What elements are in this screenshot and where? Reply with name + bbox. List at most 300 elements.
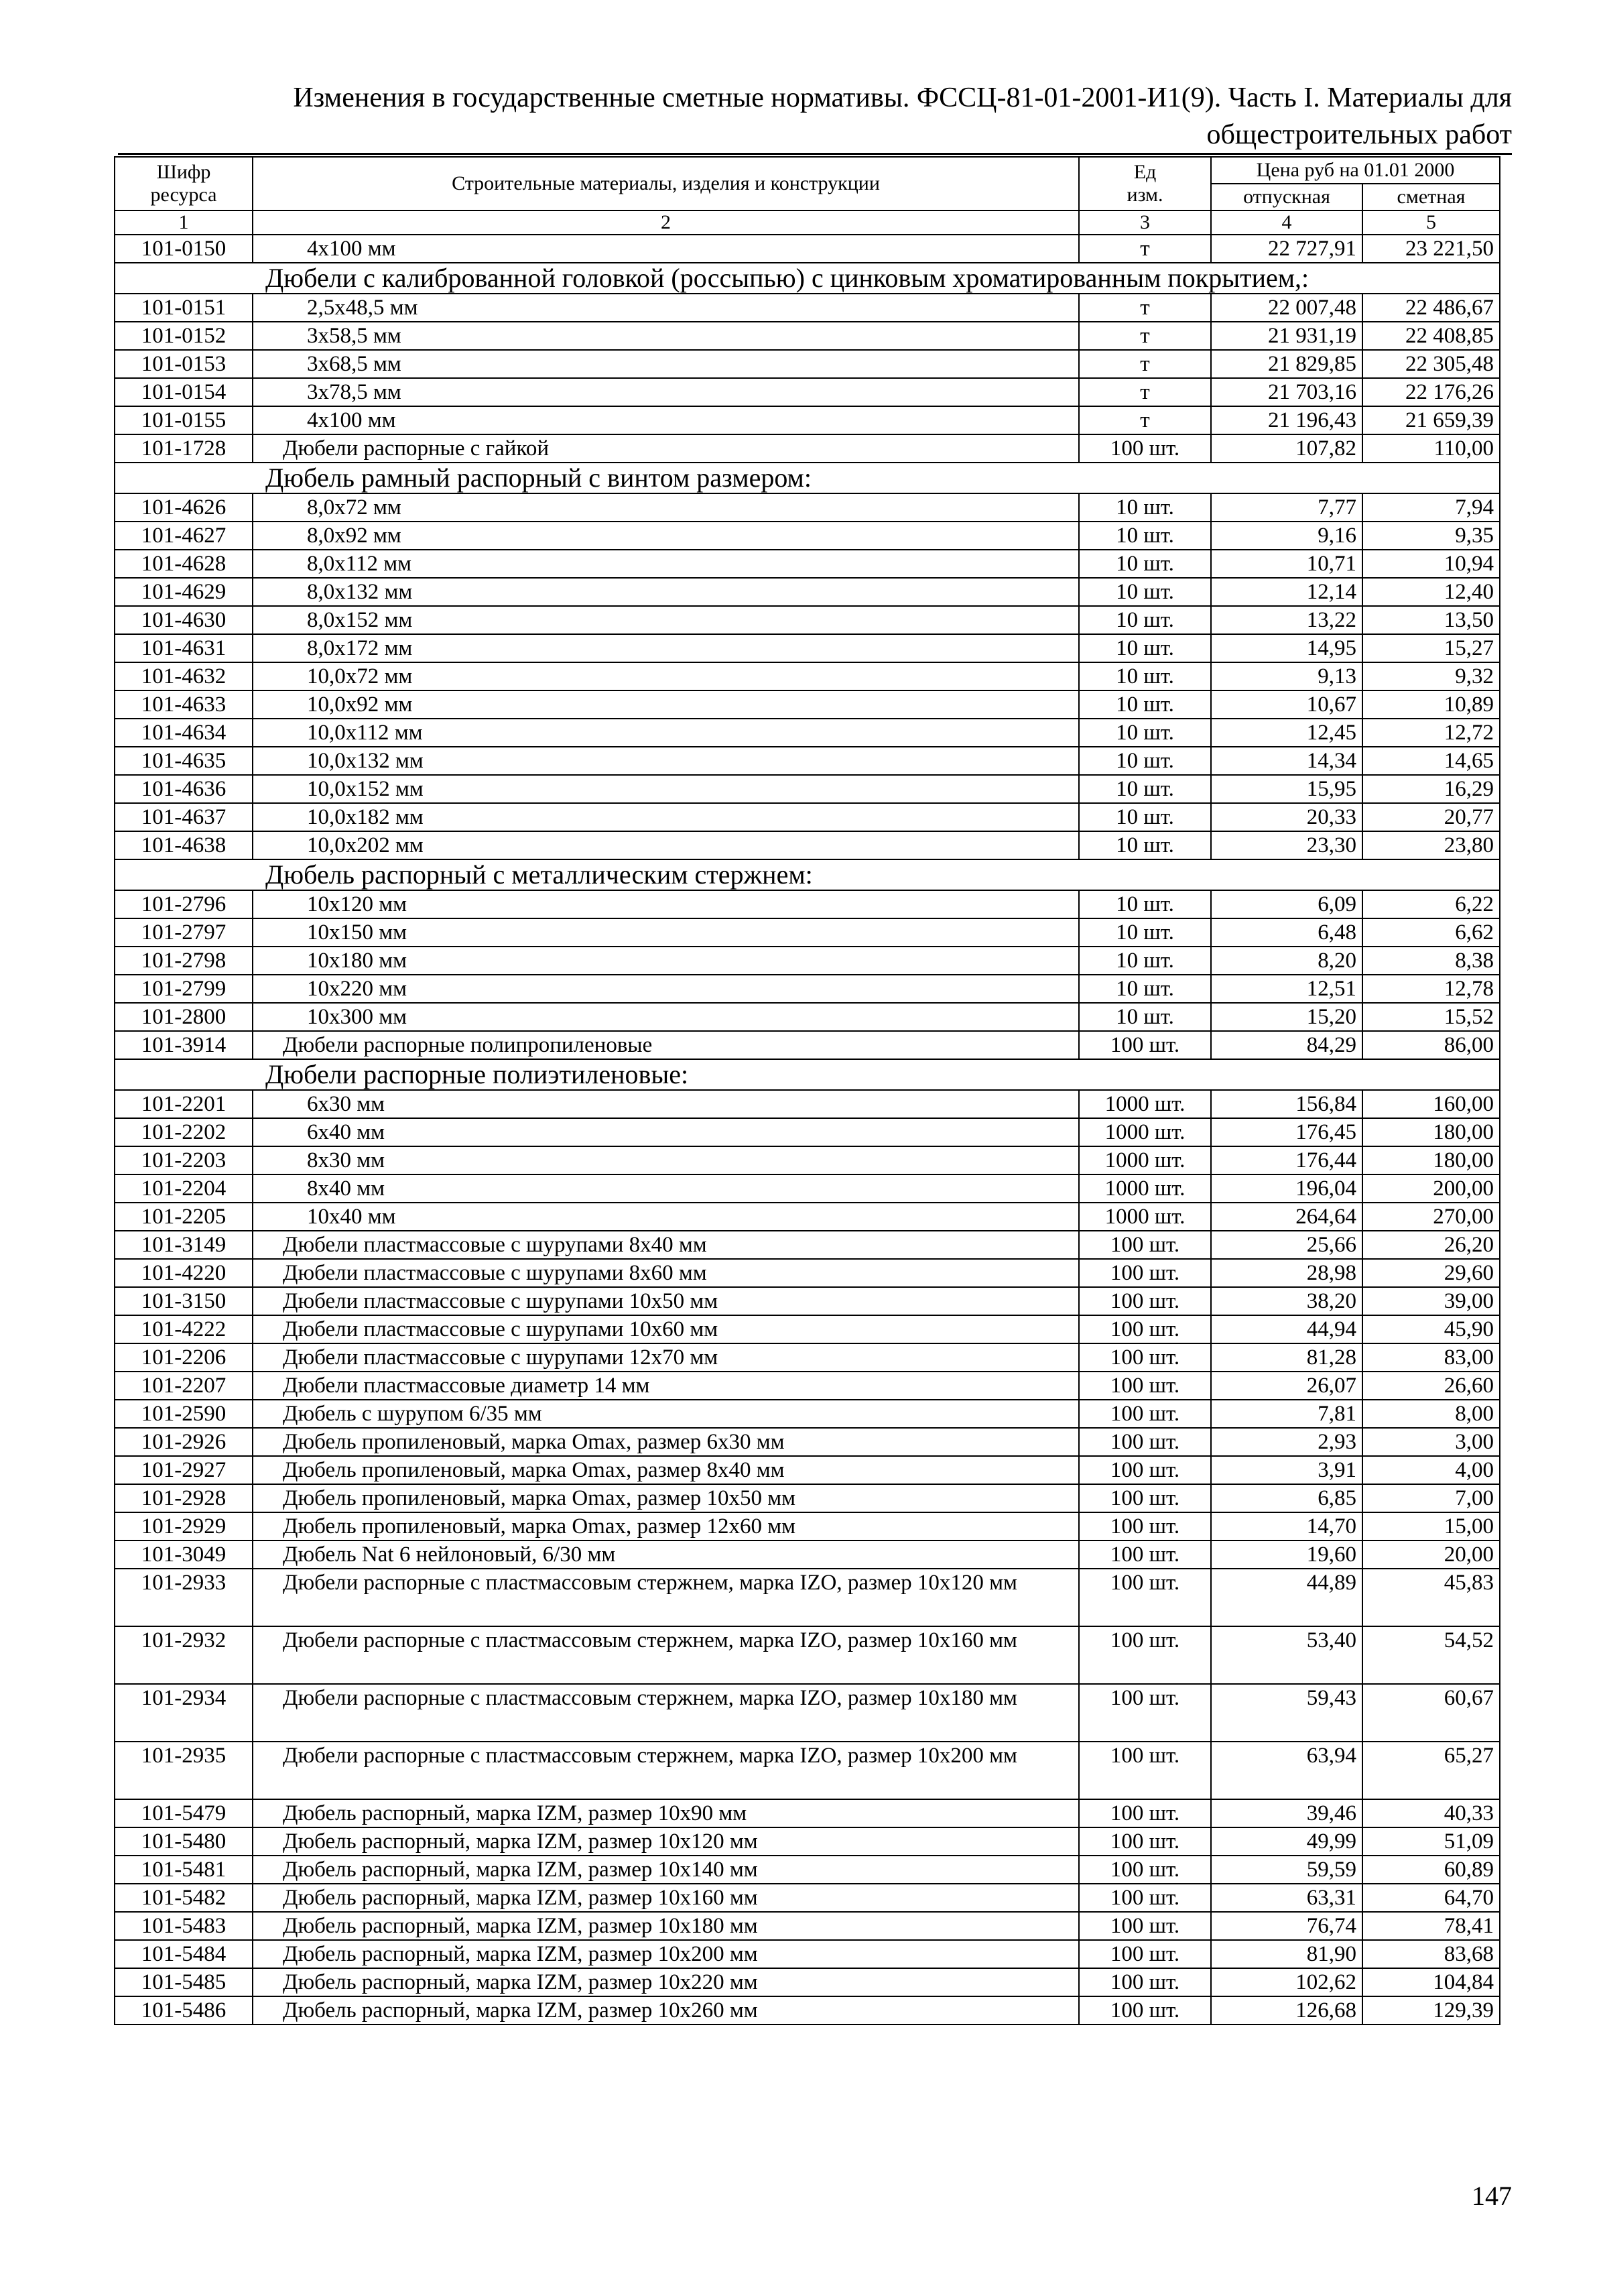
release-price-cell: 14,95	[1211, 634, 1362, 662]
table-row	[115, 1856, 1500, 1884]
material-name-cell: 10,0x132 мм	[253, 747, 1079, 775]
estimate-price-cell: 8,00	[1362, 1400, 1500, 1428]
unit-cell: 10 шт.	[1079, 690, 1211, 719]
material-name-cell: 8,0x152 мм	[253, 606, 1079, 634]
material-name-cell: Дюбели пластмассовые с шурупами 12x70 мм	[253, 1343, 1079, 1372]
resource-code-cell: 101-2799	[115, 975, 253, 1003]
release-price-cell: 13,22	[1211, 606, 1362, 634]
release-price-cell: 23,30	[1211, 831, 1362, 859]
resource-code-cell: 101-4636	[115, 775, 253, 803]
table-row	[115, 406, 1500, 434]
unit-cell: т	[1079, 322, 1211, 350]
table-row	[115, 1742, 1500, 1799]
resource-code-cell: 101-4630	[115, 606, 253, 634]
release-price-cell: 21 931,19	[1211, 322, 1362, 350]
estimate-price-cell: 10,89	[1362, 690, 1500, 719]
estimate-price-cell: 39,00	[1362, 1287, 1500, 1315]
table-row	[115, 1912, 1500, 1940]
release-price-cell: 6,09	[1211, 890, 1362, 918]
table-row	[115, 294, 1500, 322]
unit-cell: 100 шт.	[1079, 1540, 1211, 1569]
page-number: 147	[1472, 2181, 1512, 2211]
estimate-price-cell: 60,89	[1362, 1856, 1500, 1884]
material-name-cell: 10x180 мм	[253, 947, 1079, 975]
resource-code-cell: 101-0153	[115, 350, 253, 378]
material-name-cell: Дюбели распорные с пластмассовым стержнем, марка IZO, размер 10x120 мм	[253, 1569, 1079, 1626]
resource-code-cell: 101-2201	[115, 1090, 253, 1118]
estimate-price-cell: 40,33	[1362, 1799, 1500, 1827]
table-row	[115, 719, 1500, 747]
estimate-price-cell: 14,65	[1362, 747, 1500, 775]
material-name-cell: 3x78,5 мм	[253, 378, 1079, 406]
release-price-cell: 44,94	[1211, 1315, 1362, 1343]
estimate-price-cell: 15,52	[1362, 1003, 1500, 1031]
unit-cell: 10 шт.	[1079, 606, 1211, 634]
col-header-code	[115, 157, 253, 210]
material-name-cell: 10x150 мм	[253, 918, 1079, 947]
table-row	[115, 1174, 1500, 1203]
estimate-price-cell: 10,94	[1362, 550, 1500, 578]
estimate-price-cell: 23 221,50	[1362, 235, 1500, 263]
estimate-price-cell: 22 486,67	[1362, 294, 1500, 322]
resource-code-cell: 101-2204	[115, 1174, 253, 1203]
table-row	[115, 322, 1500, 350]
release-price-cell: 28,98	[1211, 1259, 1362, 1287]
unit-cell: 100 шт.	[1079, 1031, 1211, 1059]
release-price-cell: 9,16	[1211, 522, 1362, 550]
estimate-price-cell: 20,00	[1362, 1540, 1500, 1569]
unit-cell: 100 шт.	[1079, 1456, 1211, 1484]
material-name-cell: Дюбель распорный, марка IZM, размер 10x140 мм	[253, 1856, 1079, 1884]
material-name-cell: Дюбели пластмассовые диаметр 14 мм	[253, 1372, 1079, 1400]
group-title: Дюбель распорный с металлическим стержнем:	[115, 859, 1500, 890]
unit-cell: 100 шт.	[1079, 1827, 1211, 1856]
material-name-cell: 2,5x48,5 мм	[253, 294, 1079, 322]
release-price-cell: 7,77	[1211, 493, 1362, 522]
unit-cell: 100 шт.	[1079, 1400, 1211, 1428]
table-row	[115, 1090, 1500, 1118]
release-price-cell: 176,45	[1211, 1118, 1362, 1146]
resource-code-cell: 101-5483	[115, 1912, 253, 1940]
col-number-1: 1	[115, 210, 253, 235]
release-price-cell: 12,14	[1211, 578, 1362, 606]
table-row	[115, 1512, 1500, 1540]
col-number-3: 3	[1079, 210, 1211, 235]
estimate-price-cell: 22 305,48	[1362, 350, 1500, 378]
release-price-cell: 53,40	[1211, 1626, 1362, 1684]
unit-cell: 100 шт.	[1079, 1742, 1211, 1799]
release-price-cell: 176,44	[1211, 1146, 1362, 1174]
table-row	[115, 434, 1500, 463]
resource-code-cell: 101-4628	[115, 550, 253, 578]
table-row	[115, 1203, 1500, 1231]
estimate-price-cell: 29,60	[1362, 1259, 1500, 1287]
estimate-price-cell: 160,00	[1362, 1090, 1500, 1118]
material-name-cell: Дюбели пластмассовые с шурупами 8x40 мм	[253, 1231, 1079, 1259]
material-name-cell: 3x68,5 мм	[253, 350, 1079, 378]
resource-code-cell: 101-3049	[115, 1540, 253, 1569]
table-row	[115, 550, 1500, 578]
release-price-cell: 3,91	[1211, 1456, 1362, 1484]
resource-code-cell: 101-4638	[115, 831, 253, 859]
release-price-cell: 44,89	[1211, 1569, 1362, 1626]
estimate-price-cell: 51,09	[1362, 1827, 1500, 1856]
table-row	[115, 378, 1500, 406]
estimate-price-cell: 83,00	[1362, 1343, 1500, 1372]
release-price-cell: 12,45	[1211, 719, 1362, 747]
material-name-cell: 10x40 мм	[253, 1203, 1079, 1231]
table-row	[115, 662, 1500, 690]
estimate-price-cell: 15,27	[1362, 634, 1500, 662]
unit-cell: 1000 шт.	[1079, 1146, 1211, 1174]
material-name-cell: Дюбель распорный, марка IZM, размер 10x220 мм	[253, 1968, 1079, 1996]
col-header-code-line-1: Шифр	[156, 161, 211, 183]
table-body	[115, 235, 1500, 2025]
resource-code-cell: 101-3149	[115, 1231, 253, 1259]
col-number-5: 5	[1362, 210, 1500, 235]
unit-cell: 100 шт.	[1079, 1968, 1211, 1996]
estimate-price-cell: 16,29	[1362, 775, 1500, 803]
release-price-cell: 59,43	[1211, 1684, 1362, 1742]
table-row	[115, 1372, 1500, 1400]
resource-code-cell: 101-4629	[115, 578, 253, 606]
resource-code-cell: 101-0150	[115, 235, 253, 263]
estimate-price-cell: 9,35	[1362, 522, 1500, 550]
material-name-cell: Дюбели распорные с гайкой	[253, 434, 1079, 463]
unit-cell: 100 шт.	[1079, 1287, 1211, 1315]
table-row	[115, 1287, 1500, 1315]
material-name-cell: 10x220 мм	[253, 975, 1079, 1003]
material-name-cell: 8x40 мм	[253, 1174, 1079, 1203]
estimate-price-cell: 13,50	[1362, 606, 1500, 634]
estimate-price-cell: 15,00	[1362, 1512, 1500, 1540]
material-name-cell: 10x300 мм	[253, 1003, 1079, 1031]
estimate-price-cell: 26,60	[1362, 1372, 1500, 1400]
group-header-row	[115, 263, 1500, 294]
resource-code-cell: 101-5481	[115, 1856, 253, 1884]
material-name-cell: 10,0x152 мм	[253, 775, 1079, 803]
release-price-cell: 15,20	[1211, 1003, 1362, 1031]
material-name-cell: Дюбели распорные полипропиленовые	[253, 1031, 1079, 1059]
table-row	[115, 1400, 1500, 1428]
table-row	[115, 831, 1500, 859]
material-name-cell: Дюбель распорный, марка IZM, размер 10x200 мм	[253, 1940, 1079, 1968]
material-name-cell: 10,0x182 мм	[253, 803, 1079, 831]
material-name-cell: Дюбели распорные с пластмассовым стержнем, марка IZO, размер 10x200 мм	[253, 1742, 1079, 1799]
table-row	[115, 1684, 1500, 1742]
estimate-price-cell: 4,00	[1362, 1456, 1500, 1484]
unit-cell: 100 шт.	[1079, 1259, 1211, 1287]
estimate-price-cell: 65,27	[1362, 1742, 1500, 1799]
resource-code-cell: 101-4222	[115, 1315, 253, 1343]
col-header-code-line-2: ресурса	[150, 184, 217, 206]
unit-cell: 100 шт.	[1079, 1512, 1211, 1540]
estimate-price-cell: 12,40	[1362, 578, 1500, 606]
release-price-cell: 19,60	[1211, 1540, 1362, 1569]
col-number-4: 4	[1211, 210, 1362, 235]
table-row	[115, 690, 1500, 719]
estimate-price-cell: 270,00	[1362, 1203, 1500, 1231]
unit-cell: 1000 шт.	[1079, 1203, 1211, 1231]
col-header-release: отпускная	[1211, 184, 1362, 210]
col-header-price: Цена руб на 01.01 2000	[1211, 157, 1500, 184]
unit-cell: 10 шт.	[1079, 522, 1211, 550]
material-name-cell: 4x100 мм	[253, 406, 1079, 434]
estimate-price-cell: 7,94	[1362, 493, 1500, 522]
material-name-cell: 8,0x112 мм	[253, 550, 1079, 578]
table-row	[115, 890, 1500, 918]
material-name-cell: Дюбели пластмассовые с шурупами 10x60 мм	[253, 1315, 1079, 1343]
estimate-price-cell: 20,77	[1362, 803, 1500, 831]
resource-code-cell: 101-2796	[115, 890, 253, 918]
resource-code-cell: 101-2929	[115, 1512, 253, 1540]
unit-cell: 10 шт.	[1079, 578, 1211, 606]
material-name-cell: Дюбель распорный, марка IZM, размер 10x180 мм	[253, 1912, 1079, 1940]
release-price-cell: 26,07	[1211, 1372, 1362, 1400]
resource-code-cell: 101-2798	[115, 947, 253, 975]
estimate-price-cell: 83,68	[1362, 1940, 1500, 1968]
estimate-price-cell: 6,22	[1362, 890, 1500, 918]
resource-code-cell: 101-4635	[115, 747, 253, 775]
table-row	[115, 1940, 1500, 1968]
estimate-price-cell: 86,00	[1362, 1031, 1500, 1059]
col-header-unit-line-1: Ед	[1133, 161, 1157, 183]
table-row	[115, 1799, 1500, 1827]
resource-code-cell: 101-5480	[115, 1827, 253, 1856]
resource-code-cell: 101-5482	[115, 1884, 253, 1912]
table-row	[115, 1884, 1500, 1912]
col-header-unit	[1079, 157, 1211, 210]
material-name-cell: Дюбель Nat 6 нейлоновый, 6/30 мм	[253, 1540, 1079, 1569]
table-row	[115, 747, 1500, 775]
resource-code-cell: 101-2926	[115, 1428, 253, 1456]
table-row	[115, 1259, 1500, 1287]
table-row	[115, 1456, 1500, 1484]
resource-code-cell: 101-3150	[115, 1287, 253, 1315]
release-price-cell: 39,46	[1211, 1799, 1362, 1827]
table-row	[115, 1540, 1500, 1569]
estimate-price-cell: 45,83	[1362, 1569, 1500, 1626]
estimate-price-cell: 21 659,39	[1362, 406, 1500, 434]
resource-code-cell: 101-5479	[115, 1799, 253, 1827]
unit-cell: 1000 шт.	[1079, 1118, 1211, 1146]
estimate-price-cell: 8,38	[1362, 947, 1500, 975]
release-price-cell: 63,94	[1211, 1742, 1362, 1799]
table-row	[115, 350, 1500, 378]
unit-cell: т	[1079, 406, 1211, 434]
material-name-cell: Дюбели распорные с пластмассовым стержнем, марка IZO, размер 10x160 мм	[253, 1626, 1079, 1684]
resource-code-cell: 101-5485	[115, 1968, 253, 1996]
unit-cell: т	[1079, 294, 1211, 322]
table-row	[115, 634, 1500, 662]
unit-cell: 1000 шт.	[1079, 1090, 1211, 1118]
unit-cell: 100 шт.	[1079, 1996, 1211, 2025]
estimate-price-cell: 200,00	[1362, 1174, 1500, 1203]
material-name-cell: Дюбель пропиленовый, марка Omax, размер 10x50 мм	[253, 1484, 1079, 1512]
unit-cell: 10 шт.	[1079, 550, 1211, 578]
resource-code-cell: 101-4634	[115, 719, 253, 747]
material-name-cell: Дюбели пластмассовые с шурупами 10x50 мм	[253, 1287, 1079, 1315]
release-price-cell: 6,48	[1211, 918, 1362, 947]
material-name-cell: 6x30 мм	[253, 1090, 1079, 1118]
resource-code-cell: 101-5484	[115, 1940, 253, 1968]
col-header-unit-line-2: изм.	[1127, 184, 1163, 206]
release-price-cell: 7,81	[1211, 1400, 1362, 1428]
unit-cell: 10 шт.	[1079, 890, 1211, 918]
estimate-price-cell: 7,00	[1362, 1484, 1500, 1512]
release-price-cell: 6,85	[1211, 1484, 1362, 1512]
resource-code-cell: 101-4637	[115, 803, 253, 831]
resource-code-cell: 101-2202	[115, 1118, 253, 1146]
material-name-cell: 8,0x132 мм	[253, 578, 1079, 606]
unit-cell: 100 шт.	[1079, 1428, 1211, 1456]
unit-cell: т	[1079, 378, 1211, 406]
release-price-cell: 107,82	[1211, 434, 1362, 463]
table-row	[115, 775, 1500, 803]
group-header-row	[115, 463, 1500, 493]
material-name-cell: Дюбель распорный, марка IZM, размер 10x120 мм	[253, 1827, 1079, 1856]
estimate-price-cell: 64,70	[1362, 1884, 1500, 1912]
unit-cell: 10 шт.	[1079, 803, 1211, 831]
table-row	[115, 578, 1500, 606]
release-price-cell: 10,71	[1211, 550, 1362, 578]
price-table	[114, 156, 1500, 2025]
unit-cell: 10 шт.	[1079, 975, 1211, 1003]
resource-code-cell: 101-2590	[115, 1400, 253, 1428]
group-title: Дюбели распорные полиэтиленовые:	[115, 1059, 1500, 1090]
resource-code-cell: 101-2206	[115, 1343, 253, 1372]
estimate-price-cell: 9,32	[1362, 662, 1500, 690]
release-price-cell: 22 727,91	[1211, 235, 1362, 263]
resource-code-cell: 101-2927	[115, 1456, 253, 1484]
table-row	[115, 1968, 1500, 1996]
material-name-cell: 4x100 мм	[253, 235, 1079, 263]
resource-code-cell: 101-4633	[115, 690, 253, 719]
release-price-cell: 264,64	[1211, 1203, 1362, 1231]
unit-cell: 10 шт.	[1079, 918, 1211, 947]
resource-code-cell: 101-5486	[115, 1996, 253, 2025]
group-header-row	[115, 859, 1500, 890]
unit-cell: 10 шт.	[1079, 662, 1211, 690]
unit-cell: 100 шт.	[1079, 1484, 1211, 1512]
unit-cell: 100 шт.	[1079, 434, 1211, 463]
unit-cell: 100 шт.	[1079, 1315, 1211, 1343]
table-row	[115, 606, 1500, 634]
estimate-price-cell: 110,00	[1362, 434, 1500, 463]
release-price-cell: 126,68	[1211, 1996, 1362, 2025]
unit-cell: 10 шт.	[1079, 1003, 1211, 1031]
table-row	[115, 235, 1500, 263]
material-name-cell: Дюбель пропиленовый, марка Omax, размер 12x60 мм	[253, 1512, 1079, 1540]
material-name-cell: 10x120 мм	[253, 890, 1079, 918]
estimate-price-cell: 104,84	[1362, 1968, 1500, 1996]
col-number-2: 2	[253, 210, 1079, 235]
material-name-cell: 6x40 мм	[253, 1118, 1079, 1146]
material-name-cell: 8x30 мм	[253, 1146, 1079, 1174]
resource-code-cell: 101-0154	[115, 378, 253, 406]
resource-code-cell: 101-2934	[115, 1684, 253, 1742]
table-row	[115, 1315, 1500, 1343]
table-row	[115, 1827, 1500, 1856]
estimate-price-cell: 12,78	[1362, 975, 1500, 1003]
table-row	[115, 1484, 1500, 1512]
material-name-cell: 10,0x72 мм	[253, 662, 1079, 690]
unit-cell: 10 шт.	[1079, 831, 1211, 859]
resource-code-cell: 101-2935	[115, 1742, 253, 1799]
unit-cell: 10 шт.	[1079, 947, 1211, 975]
material-name-cell: 3x58,5 мм	[253, 322, 1079, 350]
resource-code-cell: 101-2207	[115, 1372, 253, 1400]
estimate-price-cell: 45,90	[1362, 1315, 1500, 1343]
release-price-cell: 8,20	[1211, 947, 1362, 975]
unit-cell: 100 шт.	[1079, 1626, 1211, 1684]
resource-code-cell: 101-4220	[115, 1259, 253, 1287]
table-row	[115, 1146, 1500, 1174]
estimate-price-cell: 180,00	[1362, 1118, 1500, 1146]
table-row	[115, 803, 1500, 831]
table-row	[115, 1118, 1500, 1146]
table-row	[115, 918, 1500, 947]
unit-cell: 10 шт.	[1079, 634, 1211, 662]
resource-code-cell: 101-4631	[115, 634, 253, 662]
estimate-price-cell: 12,72	[1362, 719, 1500, 747]
unit-cell: т	[1079, 350, 1211, 378]
material-name-cell: Дюбели распорные с пластмассовым стержнем, марка IZO, размер 10x180 мм	[253, 1684, 1079, 1742]
resource-code-cell: 101-4627	[115, 522, 253, 550]
release-price-cell: 156,84	[1211, 1090, 1362, 1118]
release-price-cell: 15,95	[1211, 775, 1362, 803]
release-price-cell: 21 703,16	[1211, 378, 1362, 406]
unit-cell: 100 шт.	[1079, 1569, 1211, 1626]
unit-cell: 10 шт.	[1079, 719, 1211, 747]
table-row	[115, 975, 1500, 1003]
header-title-line-2: общестроительных работ	[118, 117, 1512, 155]
material-name-cell: Дюбель пропиленовый, марка Omax, размер 8x40 мм	[253, 1456, 1079, 1484]
estimate-price-cell: 22 408,85	[1362, 322, 1500, 350]
table-row	[115, 1031, 1500, 1059]
estimate-price-cell: 23,80	[1362, 831, 1500, 859]
resource-code-cell: 101-2205	[115, 1203, 253, 1231]
table-head	[115, 157, 1500, 235]
estimate-price-cell: 129,39	[1362, 1996, 1500, 2025]
group-header-row	[115, 1059, 1500, 1090]
group-title: Дюбели с калиброванной головкой (россыпью) с цинковым хроматированным покрытием,:	[115, 263, 1500, 294]
release-price-cell: 84,29	[1211, 1031, 1362, 1059]
release-price-cell: 9,13	[1211, 662, 1362, 690]
material-name-cell: 8,0x92 мм	[253, 522, 1079, 550]
resource-code-cell: 101-4632	[115, 662, 253, 690]
estimate-price-cell: 26,20	[1362, 1231, 1500, 1259]
release-price-cell: 14,34	[1211, 747, 1362, 775]
table-row	[115, 1428, 1500, 1456]
unit-cell: 1000 шт.	[1079, 1174, 1211, 1203]
release-price-cell: 196,04	[1211, 1174, 1362, 1203]
release-price-cell: 81,28	[1211, 1343, 1362, 1372]
unit-cell: 100 шт.	[1079, 1940, 1211, 1968]
resource-code-cell: 101-2800	[115, 1003, 253, 1031]
unit-cell: 100 шт.	[1079, 1856, 1211, 1884]
table-row	[115, 1996, 1500, 2025]
material-name-cell: Дюбели пластмассовые с шурупами 8x60 мм	[253, 1259, 1079, 1287]
material-name-cell: Дюбель распорный, марка IZM, размер 10x260 мм	[253, 1996, 1079, 2025]
estimate-price-cell: 78,41	[1362, 1912, 1500, 1940]
unit-cell: 100 шт.	[1079, 1372, 1211, 1400]
release-price-cell: 10,67	[1211, 690, 1362, 719]
resource-code-cell: 101-0152	[115, 322, 253, 350]
table-row	[115, 1626, 1500, 1684]
header-title-line-1: Изменения в государственные сметные нормативы. ФССЦ-81-01-2001-И1(9). Часть I. Материалы для	[293, 82, 1512, 113]
material-name-cell: 10,0x112 мм	[253, 719, 1079, 747]
